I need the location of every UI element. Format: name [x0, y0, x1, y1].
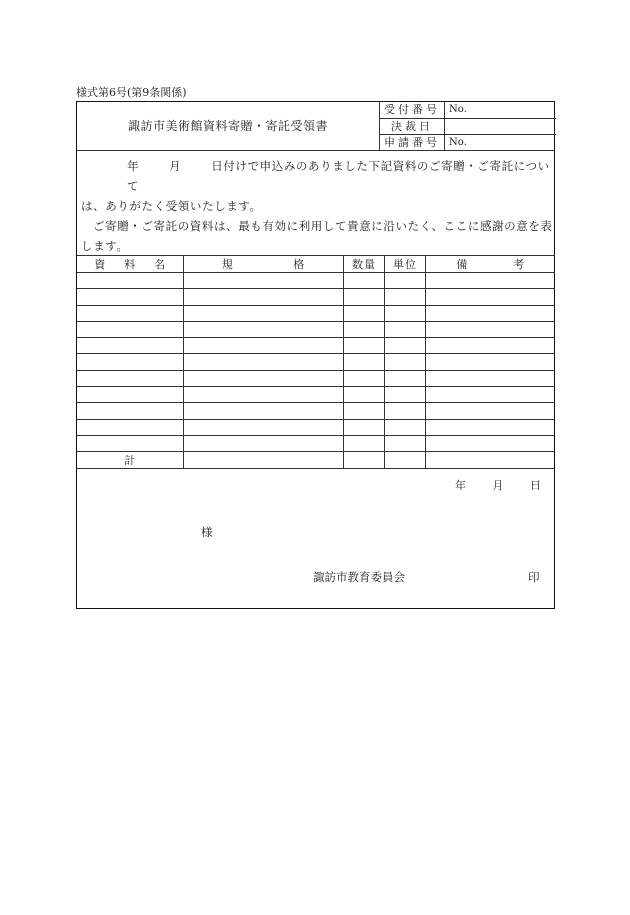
cell[interactable]: [183, 387, 343, 403]
cell[interactable]: [343, 435, 384, 451]
cell[interactable]: [77, 305, 183, 321]
greeting-month: 月: [169, 159, 182, 173]
cell[interactable]: [384, 289, 425, 305]
cell[interactable]: [384, 419, 425, 435]
cell[interactable]: [425, 305, 555, 321]
cell[interactable]: [425, 435, 555, 451]
cell[interactable]: [425, 321, 555, 337]
cell[interactable]: [77, 435, 183, 451]
reception-number-label: 受付番号: [384, 103, 440, 116]
cell[interactable]: [425, 370, 555, 386]
application-number-label: 申請番号: [384, 136, 440, 149]
greeting-text: [81, 156, 553, 256]
cell[interactable]: [183, 338, 343, 354]
col-unit-label: 単 位: [393, 258, 416, 271]
cell[interactable]: [343, 338, 384, 354]
cell[interactable]: [183, 403, 343, 419]
items-table: [77, 255, 555, 469]
cell[interactable]: [343, 305, 384, 321]
table-row: [77, 321, 555, 337]
cell[interactable]: [77, 289, 183, 305]
receipt-form: [76, 101, 555, 609]
col-quantity: [343, 256, 384, 273]
total-cell[interactable]: [183, 452, 343, 469]
cell[interactable]: [425, 354, 555, 370]
seal-mark: 印: [528, 570, 540, 584]
cell[interactable]: [343, 289, 384, 305]
reception-number-field[interactable]: No.: [444, 102, 556, 118]
cell[interactable]: [384, 338, 425, 354]
table-row: [77, 273, 555, 289]
col-item-name: [77, 256, 183, 273]
cell[interactable]: [77, 273, 183, 289]
cell[interactable]: [343, 354, 384, 370]
cell[interactable]: [77, 338, 183, 354]
cell[interactable]: [77, 387, 183, 403]
cell[interactable]: [425, 289, 555, 305]
table-row: [77, 289, 555, 305]
cell[interactable]: [77, 370, 183, 386]
cell[interactable]: [384, 305, 425, 321]
cell[interactable]: [183, 273, 343, 289]
cell[interactable]: [77, 354, 183, 370]
cell[interactable]: [425, 419, 555, 435]
total-label: 計: [77, 452, 183, 469]
col-spec: [183, 256, 343, 273]
cell[interactable]: [183, 419, 343, 435]
table-row: [77, 419, 555, 435]
greeting-line2: は、ありがたく受領いたします。: [81, 199, 262, 213]
table-header-row: [77, 256, 555, 273]
form-number: 様式第6号(第9条関係): [76, 86, 187, 99]
cell[interactable]: [183, 321, 343, 337]
date-month: 月: [492, 479, 504, 492]
greeting-line3: ご寄贈・ご寄託の資料は、最も有効に利用して貴意に沿いたく、ここに感謝の意を表します。: [81, 219, 553, 253]
date-year: 年: [455, 479, 466, 492]
reception-number-row: [380, 102, 556, 118]
cell[interactable]: [77, 403, 183, 419]
cell[interactable]: [343, 321, 384, 337]
application-number-row: [380, 134, 556, 150]
cell[interactable]: [183, 289, 343, 305]
cell[interactable]: [384, 435, 425, 451]
cell[interactable]: [77, 321, 183, 337]
cell[interactable]: [384, 354, 425, 370]
issue-date: [455, 477, 541, 493]
cell[interactable]: [384, 403, 425, 419]
col-spec-label: 規 格: [221, 258, 305, 271]
cell[interactable]: [77, 419, 183, 435]
cell[interactable]: [343, 387, 384, 403]
application-number-field[interactable]: No.: [444, 135, 556, 151]
cell[interactable]: [343, 403, 384, 419]
total-cell[interactable]: [425, 452, 555, 469]
total-cell[interactable]: [343, 452, 384, 469]
table-row: [77, 403, 555, 419]
addressee: 様: [201, 525, 213, 539]
col-remarks: [425, 256, 555, 273]
col-quantity-label: 数 量: [352, 258, 375, 271]
issuer-name: 諏訪市教育委員会: [313, 570, 405, 584]
cell[interactable]: [384, 321, 425, 337]
cell[interactable]: [183, 370, 343, 386]
cell[interactable]: [183, 435, 343, 451]
approval-date-field[interactable]: [444, 119, 556, 135]
cell[interactable]: [425, 387, 555, 403]
total-cell[interactable]: [384, 452, 425, 469]
cell[interactable]: [425, 403, 555, 419]
cell[interactable]: [183, 354, 343, 370]
cell[interactable]: [343, 419, 384, 435]
table-row: [77, 387, 555, 403]
approval-date-row: [380, 118, 556, 134]
cell[interactable]: [384, 273, 425, 289]
meta-box: [379, 102, 556, 150]
date-day: 日: [530, 479, 541, 492]
cell[interactable]: [343, 273, 384, 289]
form-header: [77, 102, 554, 151]
table-row: [77, 370, 555, 386]
greeting-year: 年: [127, 159, 140, 173]
table-row: [77, 354, 555, 370]
col-unit: [384, 256, 425, 273]
cell[interactable]: [425, 338, 555, 354]
table-row: [77, 305, 555, 321]
col-remarks-label: 備 考: [456, 258, 525, 271]
table-row: [77, 435, 555, 451]
table-row: [77, 338, 555, 354]
cell[interactable]: [183, 305, 343, 321]
cell[interactable]: [425, 273, 555, 289]
col-item-name-label: 資 料 名: [94, 258, 166, 271]
cell[interactable]: [384, 387, 425, 403]
cell[interactable]: [384, 370, 425, 386]
cell[interactable]: [343, 370, 384, 386]
form-title: 諏訪市美術館資料寄贈・寄託受領書: [127, 119, 328, 133]
total-row: [77, 452, 555, 469]
greeting-line1: 日付けで申込みのありました下記資料のご寄贈・ご寄託について: [127, 159, 550, 193]
approval-date-label: 決裁日: [391, 120, 433, 133]
